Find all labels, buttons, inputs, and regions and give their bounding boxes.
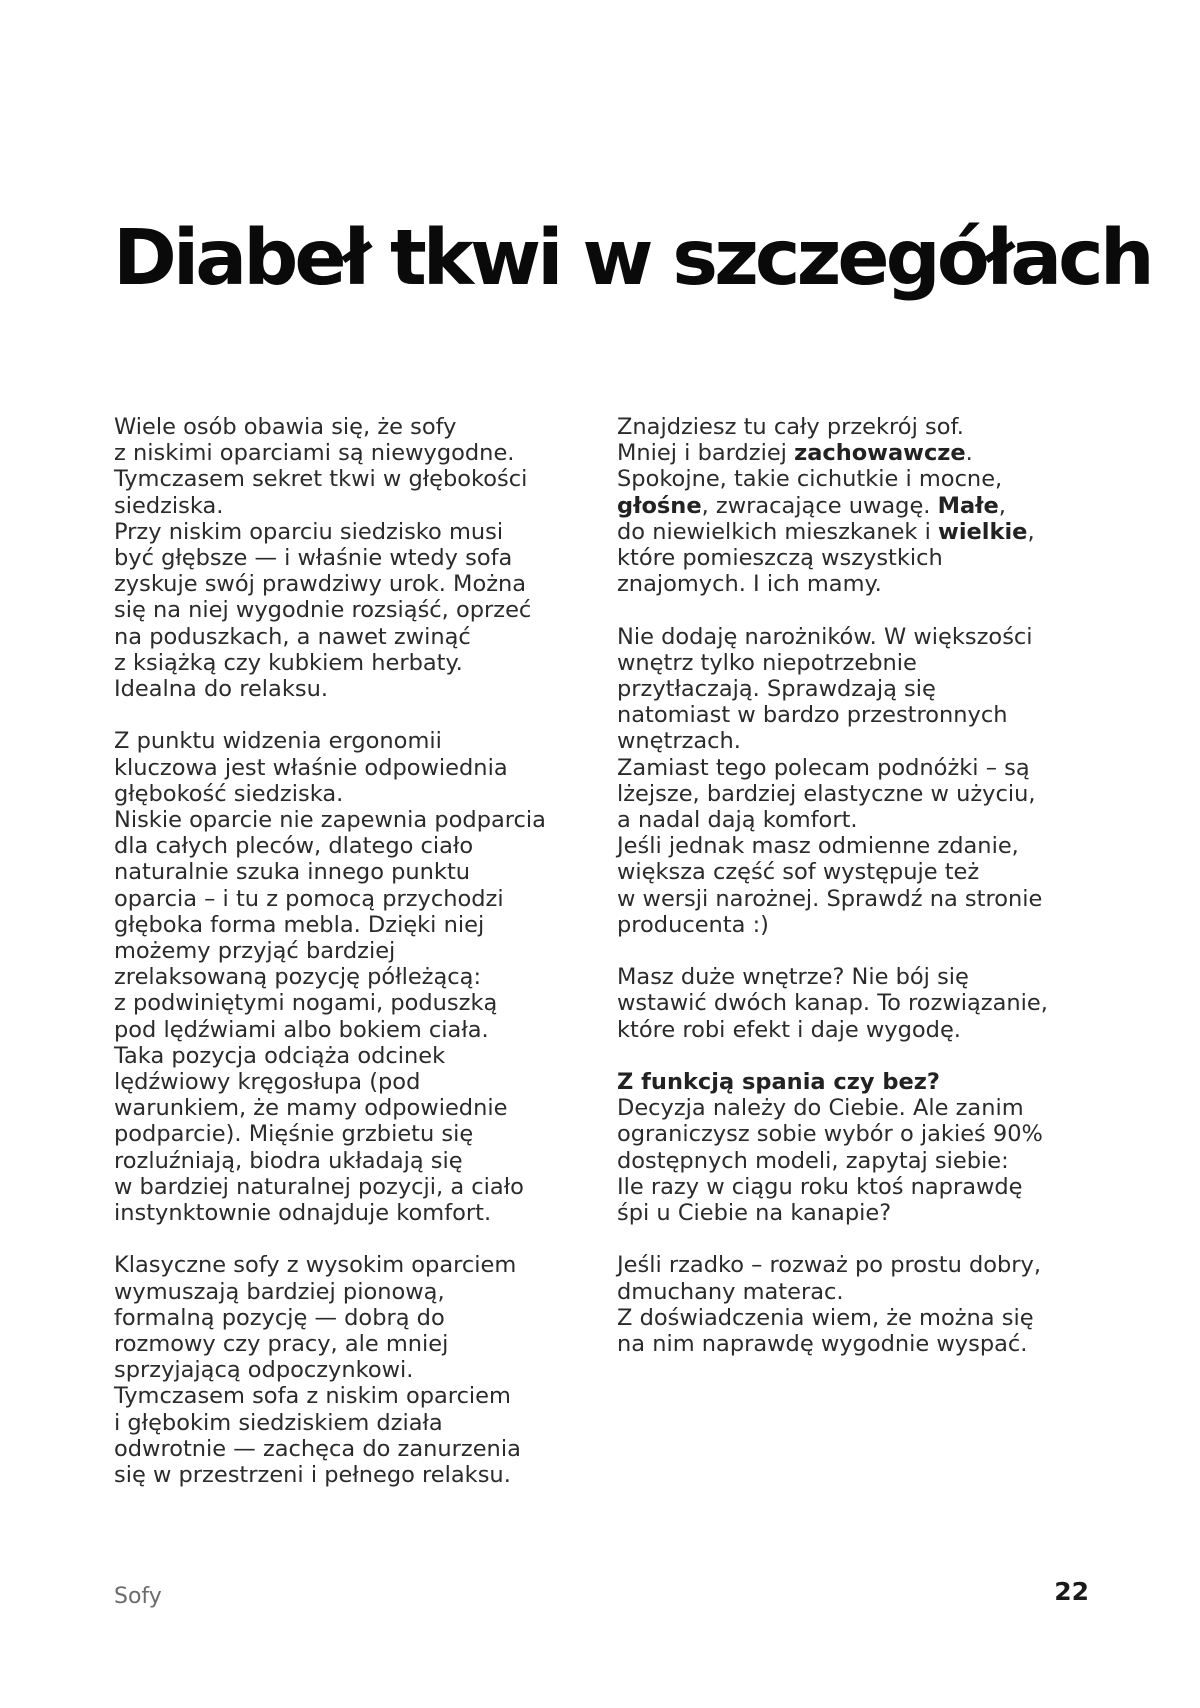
text-line: Zamiast tego polecam podnóżki – są [617,754,1030,781]
text-run: do niewielkich mieszkanek i [617,518,939,545]
text-line: rozluźniają, biodra układają się [114,1147,463,1174]
text-line: dmuchany materac. [617,1278,844,1305]
text-line: się w przestrzeni i pełnego relaksu. [114,1462,511,1489]
text-line: wstawić dwóch kanap. To rozwiązanie, [617,990,1048,1017]
text-line: Tymczasem sekret tkwi w głębokości [114,466,528,493]
paragraph [114,728,604,1226]
text-line: Ile razy w ciągu roku ktoś naprawdę [617,1173,1023,1200]
text-line: Jeśli jednak masz odmienne zdanie, [617,833,1019,860]
text-line: instynktownie odnajduje komfort. [114,1200,492,1227]
text-line: Taka pozycja odciąża odcinek [114,1042,446,1069]
text-line: się na niej wygodnie rozsiąść, oprzeć [114,597,532,624]
text-line: odwrotnie — zachęca do zanurzenia [114,1435,521,1462]
text-line: które robi efekt i daje wygodę. [617,1016,961,1043]
page-title: Diabeł tkwi w szczegółach [113,214,1151,303]
text-line: rozmowy czy pracy, ale mniej [114,1331,449,1358]
text-line [617,519,1097,545]
right-column [617,414,1097,1383]
text-run: , [998,492,1006,519]
bold-word: zachowawcze [794,440,966,467]
text-line: zrelaksowaną pozycję półleżącą: [114,964,482,991]
text-line: Niskie oparcie nie zapewnia podparcia [114,807,546,834]
text-line: lżejsze, bardziej elastyczne w użyciu, [617,780,1036,807]
text-run: Mniej i bardziej [617,440,795,467]
text-line: podparcie). Mięśnie grzbietu się [114,1121,474,1148]
text-line: dla całych pleców, dlatego ciało [114,833,474,860]
bold-word: głośne [617,492,702,519]
text-line: i głębokim siedziskiem działa [114,1409,443,1436]
text-line: Z punktu widzenia ergonomii [114,728,442,755]
section-heading: Z funkcją spania czy bez? [617,1069,940,1096]
text-line: a nadal dają komfort. [617,807,858,834]
footer-section-label: Sofy [114,1584,162,1609]
paragraph [114,1252,604,1488]
paragraph [617,1069,1097,1226]
paragraph [617,414,1097,597]
text-line: warunkiem, że mamy odpowiednie [114,1095,508,1122]
text-line: Tymczasem sofa z niskim oparciem [114,1383,511,1410]
text-line: Decyzja należy do Ciebie. Ale zanim [617,1095,1024,1122]
text-line: przytłaczają. Sprawdzają się [617,676,936,703]
text-line: Nie dodaję narożników. W większości [617,623,1033,650]
text-line: siedziska. [114,492,224,519]
text-line: zyskuje swój prawdziwy urok. Można [114,571,527,598]
paragraph [617,964,1097,1043]
text-line: Klasyczne sofy z wysokim oparciem [114,1252,517,1279]
text-line: większa część sof występuje też [617,859,980,886]
text-line [617,493,1097,519]
text-line: Spokojne, takie cichutkie i mocne, [617,466,1003,493]
text-line: na nim naprawdę wygodnie wyspać. [617,1331,1028,1358]
text-line: w bardziej naturalnej pozycji, a ciało [114,1173,524,1200]
text-line: lędźwiowy kręgosłupa (pod [114,1069,421,1096]
text-line: wymuszają bardziej pionową, [114,1278,445,1305]
text-line: Wiele osób obawia się, że sofy [114,414,457,440]
text-line: Znajdziesz tu cały przekrój sof. [617,414,964,440]
text-line: znajomych. I ich mamy. [617,571,882,598]
text-line: wnętrz tylko niepotrzebnie [617,649,917,676]
left-column [114,414,604,1514]
text-line: producenta :) [617,911,769,938]
paragraph [617,624,1097,938]
text-line: śpi u Ciebie na kanapie? [617,1200,892,1227]
text-line: z podwiniętymi nogami, poduszką [114,990,498,1017]
text-run: . [965,440,973,467]
text-line: kluczowa jest właśnie odpowiednia [114,754,508,781]
text-run: , zwracające uwagę. [701,492,938,519]
text-line: oparcia – i tu z pomocą przychodzi [114,885,504,912]
text-line: które pomieszczą wszystkich [617,545,943,572]
text-line: natomiast w bardzo przestronnych [617,702,1008,729]
text-line: naturalnie szuka innego punktu [114,859,471,886]
bold-word: Małe [937,492,999,519]
text-line: głębokość siedziska. [114,780,344,807]
text-line: Masz duże wnętrze? Nie bój się [617,964,969,991]
text-line [617,440,1097,466]
text-line: na poduszkach, a nawet zwinąć [114,623,471,650]
text-line: być głębsze — i właśnie wtedy sofa [114,545,513,572]
text-line: w wersji narożnej. Sprawdź na stronie [617,885,1043,912]
text-line: sprzyjającą odpoczynkowi. [114,1357,414,1384]
text-line: Z doświadczenia wiem, że można się [617,1304,1034,1331]
text-line: Jeśli rzadko – rozważ po prostu dobry, [617,1252,1042,1279]
paragraph [617,1252,1097,1357]
text-line: Przy niskim oparciu siedzisko musi [114,518,504,545]
paragraph [114,414,604,702]
bold-word: wielkie [938,518,1028,545]
text-line: głęboka forma mebla. Dzięki niej [114,911,485,938]
text-line: Idealna do relaksu. [114,676,329,703]
text-line: możemy przyjąć bardziej [114,938,396,965]
text-line: dostępnych modeli, zapytaj siebie: [617,1147,1009,1174]
text-line: z książką czy kubkiem herbaty. [114,649,463,676]
text-line: ograniczysz sobie wybór o jakieś 90% [617,1121,1043,1148]
text-line: pod lędźwiami albo bokiem ciała. [114,1016,489,1043]
text-line: formalną pozycję — dobrą do [114,1304,445,1331]
page-number: 22 [1054,1577,1089,1606]
text-line: z niskimi oparciami są niewygodne. [114,440,515,467]
text-line: wnętrzach. [617,728,741,755]
text-run: , [1027,518,1035,545]
